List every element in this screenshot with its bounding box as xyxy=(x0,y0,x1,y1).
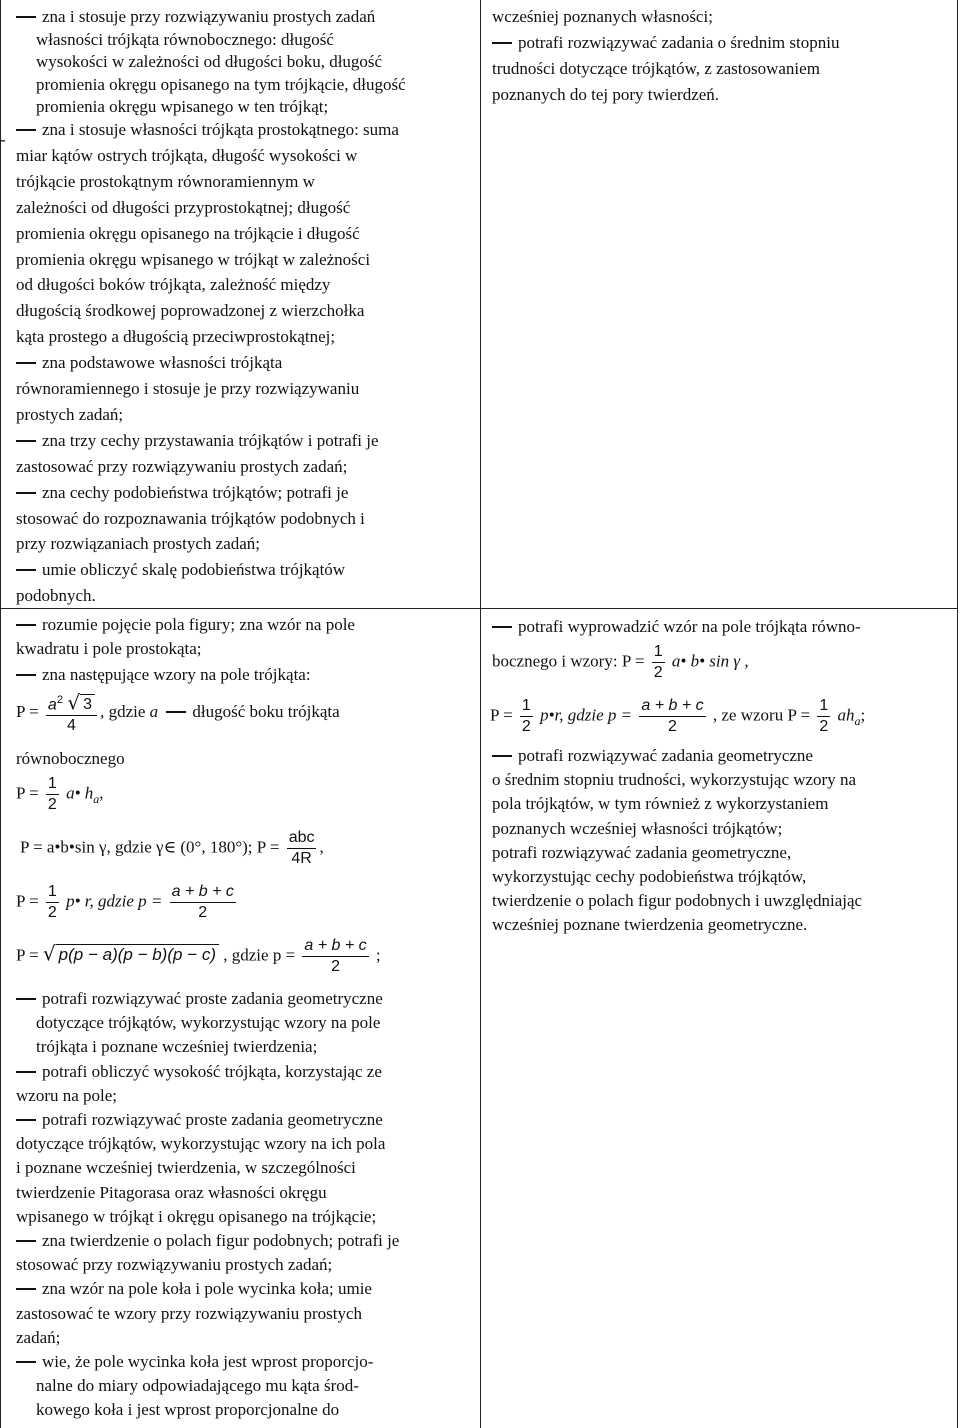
line-text: wysokości w zależności od długości boku, długość xyxy=(36,52,383,72)
left-bottom-line xyxy=(16,1133,385,1155)
line-text: wcześniej poznanych własności; xyxy=(492,7,713,26)
sqrt-icon: √ xyxy=(67,690,81,715)
table-border-right xyxy=(957,0,958,1428)
formula-subscript: a xyxy=(854,713,861,728)
formula-subscript: a xyxy=(93,791,100,806)
denominator: 2 xyxy=(331,958,340,975)
numerator-exponent: 2 xyxy=(56,694,63,706)
line-text: zna i stosuje przy rozwiązywaniu prostych zadań xyxy=(42,7,376,26)
formula-end: , xyxy=(99,783,104,803)
formula-mid: , gdzie p = xyxy=(223,945,296,965)
right-bottom-line xyxy=(492,890,862,912)
fraction xyxy=(46,774,59,815)
line-text: wzoru na pole; xyxy=(16,1085,118,1105)
denominator: 2 xyxy=(521,718,531,735)
fraction xyxy=(46,690,97,736)
left-top-line xyxy=(36,96,328,118)
dash-icon xyxy=(492,42,512,44)
formula-desc: długość boku trójkąta xyxy=(192,702,340,722)
line-text: dotyczące trójkątów, wykorzystując wzory na pole xyxy=(36,1013,381,1033)
left-bottom-line xyxy=(36,1036,317,1058)
numerator: 1 xyxy=(652,642,665,663)
sqrt-icon: √ xyxy=(42,941,56,966)
line-text: równoramiennego i stosuje je przy rozwiązywaniu xyxy=(16,379,360,398)
formula-equilateral-area xyxy=(16,690,340,736)
dash-icon xyxy=(16,569,36,571)
dash-icon xyxy=(16,998,36,1000)
line-text: umie obliczyć skalę podobieństwa trójkątów xyxy=(42,560,346,580)
dash-icon xyxy=(16,1240,36,1242)
dash-icon xyxy=(16,362,36,364)
line-text: stosować przy rozwiązywaniu prostych zadań; xyxy=(16,1255,333,1275)
numerator: a + b + c xyxy=(639,696,705,717)
left-top-line xyxy=(16,300,364,322)
dash-icon xyxy=(16,440,36,442)
left-top-line xyxy=(16,585,96,607)
right-bottom-line xyxy=(492,745,813,767)
dash-icon xyxy=(492,626,512,628)
line-text: zna twierdzenie o polach figur podobnych; potrafi je xyxy=(42,1231,400,1250)
line-text: poznanych do tej pory twierdzeń. xyxy=(492,85,720,104)
fraction xyxy=(302,936,368,977)
line-text: zadań; xyxy=(16,1327,61,1347)
left-top-line xyxy=(36,29,334,51)
fraction xyxy=(639,696,705,737)
line-text: przy rozwiązaniach prostych zadań; xyxy=(16,534,261,554)
left-top-line xyxy=(16,430,379,452)
left-top-line xyxy=(16,326,335,348)
table-border-left xyxy=(0,0,1,1428)
left-bottom-line xyxy=(16,1230,399,1252)
left-bottom-line xyxy=(16,1182,327,1204)
line-text: promienia okręgu opisanego na trójkącie i długość xyxy=(16,223,360,243)
line-text: potrafi rozwiązywać zadania geometryczne xyxy=(518,746,813,765)
line-text: promienia okręgu opisanego na tym trójkącie, długość xyxy=(36,74,406,94)
formula-lead: P = xyxy=(490,705,513,725)
line-text: trójkącie prostokątnym równoramiennym w xyxy=(16,171,315,191)
formula-sine-area xyxy=(20,828,324,869)
line-text: potrafi rozwiązywać zadania geometryczne, xyxy=(492,842,792,862)
line-text: od długości boków trójkąta, zależność między xyxy=(16,275,331,295)
column-divider xyxy=(480,0,481,1428)
formula-mid: p• r, gdzie p = xyxy=(66,891,163,911)
line-text: poznanych wcześniej własności trójkątów; xyxy=(492,818,783,838)
left-bottom-line xyxy=(16,1157,356,1179)
left-bottom-line xyxy=(16,988,383,1010)
line-text: rozumie pojęcie pola figury; zna wzór na pole xyxy=(42,615,355,634)
line-text: zależności od długości przyprostokątnej; długość xyxy=(16,197,351,217)
left-bottom-line xyxy=(36,1012,380,1034)
denominator: 2 xyxy=(819,718,829,735)
left-bottom-line xyxy=(16,1351,373,1373)
line-text: zastosować przy rozwiązywaniu prostych zadań; xyxy=(16,456,348,476)
formula-end: , xyxy=(319,837,324,857)
left-bottom-line xyxy=(16,1061,382,1083)
fraction xyxy=(652,642,665,683)
line-text: zna cechy podobieństwa trójkątów; potrafi je xyxy=(42,482,349,502)
formula-height-area xyxy=(16,774,104,815)
left-bottom-line xyxy=(36,1375,359,1397)
numerator: 1 xyxy=(520,696,533,717)
left-top-line xyxy=(16,456,347,478)
line-text: nalne do miary odpowiadającego mu kąta środ- xyxy=(36,1376,359,1396)
line-text: miar kątów ostrych trójkąta, długość wysokości w xyxy=(16,145,358,165)
formula-lead: P = xyxy=(16,891,39,911)
line-text: trójkąta i poznane wcześniej twierdzenia; xyxy=(36,1037,318,1057)
fraction xyxy=(520,696,533,737)
left-bottom-intro-line xyxy=(16,664,311,686)
line-text: zna następujące wzory na pole trójkąta: xyxy=(42,665,311,684)
formula-heron xyxy=(16,936,381,977)
line-text: promienia okręgu wpisanego w ten trójkąt; xyxy=(36,97,329,117)
formula-lead: P = xyxy=(16,702,39,722)
dash-icon xyxy=(16,129,36,131)
line-text: długością środkowej poprowadzonej z wierzchołka xyxy=(16,301,365,321)
denominator: 2 xyxy=(668,718,677,735)
rb-formula-1 xyxy=(492,642,749,683)
line-text: trudności dotyczące trójkątów, z zastosowaniem xyxy=(492,59,820,78)
left-top-line xyxy=(36,51,382,73)
line-text: kąta prostego a długością przeciwprostokątnej; xyxy=(16,327,336,347)
right-bottom-line xyxy=(492,769,856,791)
left-bottom-line xyxy=(16,1303,362,1325)
fraction xyxy=(170,882,236,923)
line-text: o średnim stopniu trudności, wykorzystując wzory na xyxy=(492,770,857,790)
left-top-line xyxy=(16,404,123,426)
left-bottom-line xyxy=(16,1085,117,1107)
formula-tail: a• b• sin γ , xyxy=(671,651,749,671)
right-bottom-line xyxy=(492,866,806,888)
right-top-line xyxy=(492,58,820,80)
numerator: abc xyxy=(287,828,317,849)
left-bottom-line xyxy=(16,1327,60,1349)
line-text: podobnych. xyxy=(16,586,96,606)
line-text: zna i stosuje własności trójkąta prostokątnego: suma xyxy=(42,120,399,139)
numerator: 1 xyxy=(46,774,59,795)
numerator: 1 xyxy=(817,696,830,717)
formula-lead: P = xyxy=(16,783,39,803)
right-bottom-line xyxy=(492,793,828,815)
left-top-line xyxy=(16,197,350,219)
left-top-line xyxy=(16,559,345,581)
line-text: potrafi rozwiązywać proste zadania geometryczne xyxy=(42,1110,383,1129)
left-bottom-line xyxy=(36,1399,339,1421)
dash-icon xyxy=(166,711,186,713)
formula-mid: p•r, gdzie p = xyxy=(540,705,633,725)
dash-icon xyxy=(16,16,36,18)
left-top-line xyxy=(16,171,315,193)
line-text: wpisanego w trójkąt i okręgu opisanego na trójkącie; xyxy=(16,1206,377,1226)
left-top-line xyxy=(16,145,357,167)
line-text: własności trójkąta równobocznego: długość xyxy=(36,29,334,49)
line-text: zna wzór na pole koła i pole wycinka koła; umie xyxy=(42,1279,372,1299)
right-bottom-line xyxy=(492,818,782,840)
numerator: a + b + c xyxy=(302,936,368,957)
dash-icon xyxy=(16,624,36,626)
left-top-line xyxy=(16,378,359,400)
left-top-line xyxy=(16,274,330,296)
rb-line-1 xyxy=(492,616,861,638)
line-text: zastosować te wzory przy rozwiązywaniu prostych xyxy=(16,1303,363,1323)
line-text: pola trójkątów, w tym również z wykorzystaniem xyxy=(492,794,829,814)
denominator: 2 xyxy=(198,904,208,921)
numerator: 1 xyxy=(46,882,59,903)
line-text: stosować do rozpoznawania trójkątów podobnych i xyxy=(16,508,365,528)
denominator: 4R xyxy=(291,850,312,867)
dash-icon xyxy=(16,1071,36,1073)
right-top-line xyxy=(492,32,839,54)
fraction xyxy=(817,696,830,737)
denominator: 2 xyxy=(47,796,57,813)
left-top-line xyxy=(16,533,260,555)
left-top-line xyxy=(16,6,375,28)
heron-root: p(p − a)(p − b)(p − c) xyxy=(56,944,219,965)
line-text: wykorzystując cechy podobieństwa trójkątów, xyxy=(492,867,807,886)
line-text: kowego koła i jest wprost proporcjonalne do xyxy=(36,1400,340,1420)
right-bottom-line xyxy=(492,914,807,936)
line-text: kwadratu i pole prostokąta; xyxy=(16,639,202,658)
dash-icon xyxy=(16,674,36,676)
line-text: twierdzenie Pitagorasa oraz własności okręgu xyxy=(16,1182,327,1202)
formula-end: ; xyxy=(860,705,866,725)
rb-text: potrafi wyprowadzić wzór na pole trójkąta równo- xyxy=(518,617,861,636)
formula-tail: a• h xyxy=(66,783,94,803)
left-top-line xyxy=(16,482,348,504)
formula-tail: ah xyxy=(837,705,855,725)
formula-inradius-area xyxy=(16,882,239,923)
dash-icon xyxy=(16,1361,36,1363)
line-text: i poznane wcześniej twierdzenia, w szczególności xyxy=(16,1158,356,1178)
line-text: potrafi rozwiązywać zadania o średnim stopniu xyxy=(518,33,840,52)
left-top-line xyxy=(16,249,370,271)
line-text: promienia okręgu wpisanego w trójkąt w zależności xyxy=(16,249,371,269)
left-top-line xyxy=(16,223,360,245)
dash-icon xyxy=(492,755,512,757)
left-bottom-line xyxy=(16,1278,372,1300)
numerator: a + b + c xyxy=(170,882,236,903)
formula-mid: , ze wzoru P = xyxy=(712,705,811,725)
left-top-line xyxy=(16,119,399,141)
formula-text: P = a•b•sin γ, gdzie γ∈ (0°, 180°); P = xyxy=(20,837,280,857)
left-bottom-line xyxy=(16,1109,383,1131)
row-divider xyxy=(0,608,958,609)
dash-icon xyxy=(16,1288,36,1290)
left-top-line xyxy=(16,352,282,374)
right-top-line xyxy=(492,6,713,28)
formula-lead: bocznego i wzory: P = xyxy=(492,651,645,671)
formula-continuation: równobocznego xyxy=(16,749,125,768)
line-text: dotyczące trójkątów, wykorzystując wzory na ich pola xyxy=(16,1134,386,1154)
denominator: 4 xyxy=(67,717,76,735)
dash-icon xyxy=(16,1119,36,1121)
formula-lead: P = xyxy=(16,945,39,965)
line-text: potrafi obliczyć wysokość trójkąta, korzystając ze xyxy=(42,1061,382,1081)
right-top-line xyxy=(492,84,719,106)
formula-end: ; xyxy=(375,945,381,965)
dash-icon xyxy=(16,492,36,494)
stray-hyphen: - xyxy=(0,130,6,149)
left-bottom-intro-line xyxy=(16,638,202,660)
line-text: wie, że pole wycinka koła jest wprost proporcjo- xyxy=(42,1352,374,1371)
line-text: potrafi rozwiązywać proste zadania geometryczne xyxy=(42,989,383,1008)
denominator: 2 xyxy=(653,664,663,681)
left-bottom-intro-line xyxy=(16,614,355,636)
line-text: zna podstawowe własności trójkąta xyxy=(42,353,283,373)
line-text: prostych zadań; xyxy=(16,404,124,424)
formula-tail: , gdzie xyxy=(100,702,146,722)
line-text: zna trzy cechy przystawania trójkątów i potrafi je xyxy=(42,430,379,450)
formula-var: a xyxy=(149,702,159,722)
denominator: 2 xyxy=(47,904,57,921)
numerator-var: a xyxy=(47,696,57,714)
left-bottom-line xyxy=(16,1254,332,1276)
left-bottom-line xyxy=(16,1206,376,1228)
rb-formula-2 xyxy=(490,696,865,737)
left-top-line xyxy=(16,508,365,530)
line-text: twierdzenie o polach figur podobnych i uwzględniając xyxy=(492,891,863,911)
line-text: wcześniej poznane twierdzenia geometryczne. xyxy=(492,915,808,935)
numerator-root: 3 xyxy=(80,694,95,715)
right-bottom-line xyxy=(492,842,791,864)
fraction xyxy=(287,828,317,869)
left-top-line xyxy=(36,74,406,96)
fraction xyxy=(46,882,59,923)
